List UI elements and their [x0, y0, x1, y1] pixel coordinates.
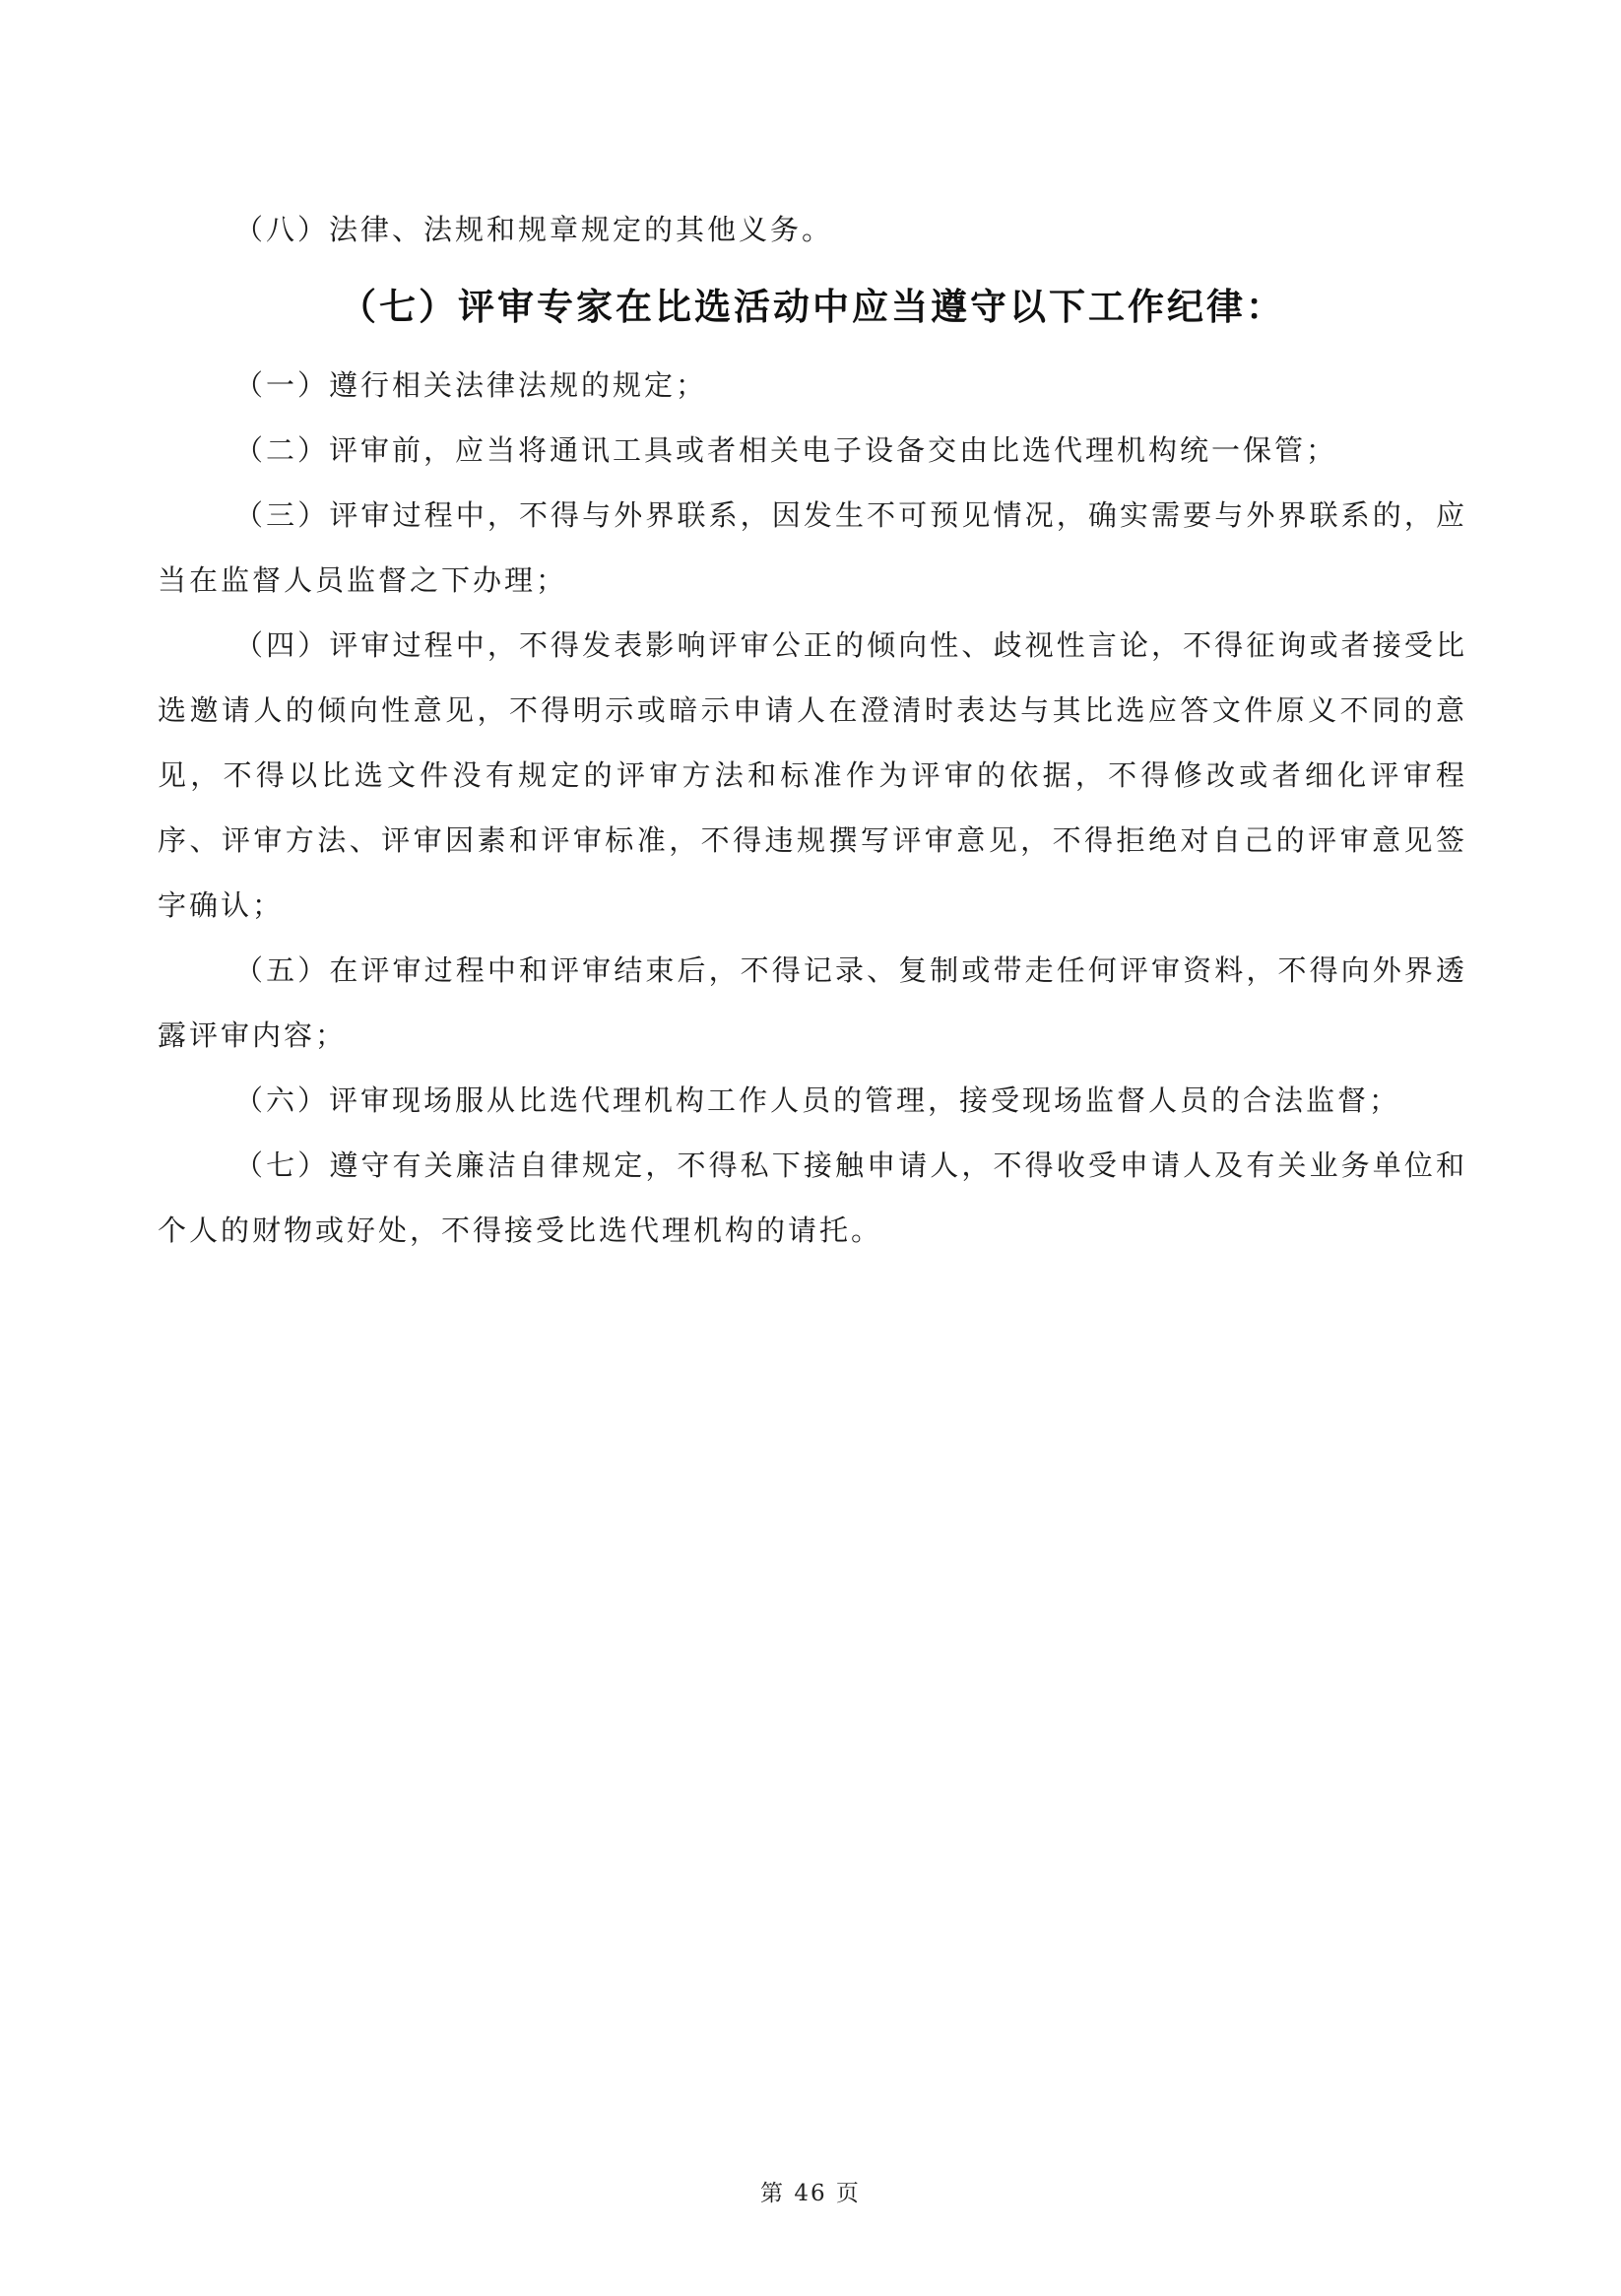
section-heading: （七）评审专家在比选活动中应当遵守以下工作纪律： [340, 286, 1285, 328]
discipline-item-5: （五）在评审过程中和评审结束后，不得记录、复制或带走任何评审资料，不得向外界透露评审内容； [158, 953, 1467, 1052]
page-content [158, 197, 1467, 1263]
discipline-item-7: （七）遵守有关廉洁自律规定，不得私下接触申请人，不得收受申请人及有关业务单位和个人的财物或好处，不得接受比选代理机构的请托。 [158, 1148, 1467, 1247]
page-number: 第 46 页 [760, 2181, 861, 2206]
discipline-item-2: （二）评审前，应当将通讯工具或者相关电子设备交由比选代理机构统一保管； [234, 433, 1338, 467]
intro-item: （八）法律、法规和规章规定的其他义务。 [234, 213, 834, 246]
discipline-item-6: （六）评审现场服从比选代理机构工作人员的管理，接受现场监督人员的合法监督； [234, 1083, 1401, 1117]
discipline-item-3: （三）评审过程中，不得与外界联系，因发生不可预见情况，确实需要与外界联系的，应当在监督人员监督之下办理； [158, 498, 1467, 597]
discipline-item-4: （四）评审过程中，不得发表影响评审公正的倾向性、歧视性言论，不得征询或者接受比选邀请人的倾向性意见，不得明示或暗示申请人在澄清时表达与其比选应答文件原义不同的意见，不得以比选文件没有规定的评审方法和标准作为评审的依据，不得修改或者细化评审程序、评审方法、评审因素和评审标准，不得违规撰写评审意见，不得拒绝对自己的评审意见签字确认； [158, 628, 1467, 922]
discipline-item-1: （一）遵行相关法律法规的规定； [234, 368, 708, 402]
